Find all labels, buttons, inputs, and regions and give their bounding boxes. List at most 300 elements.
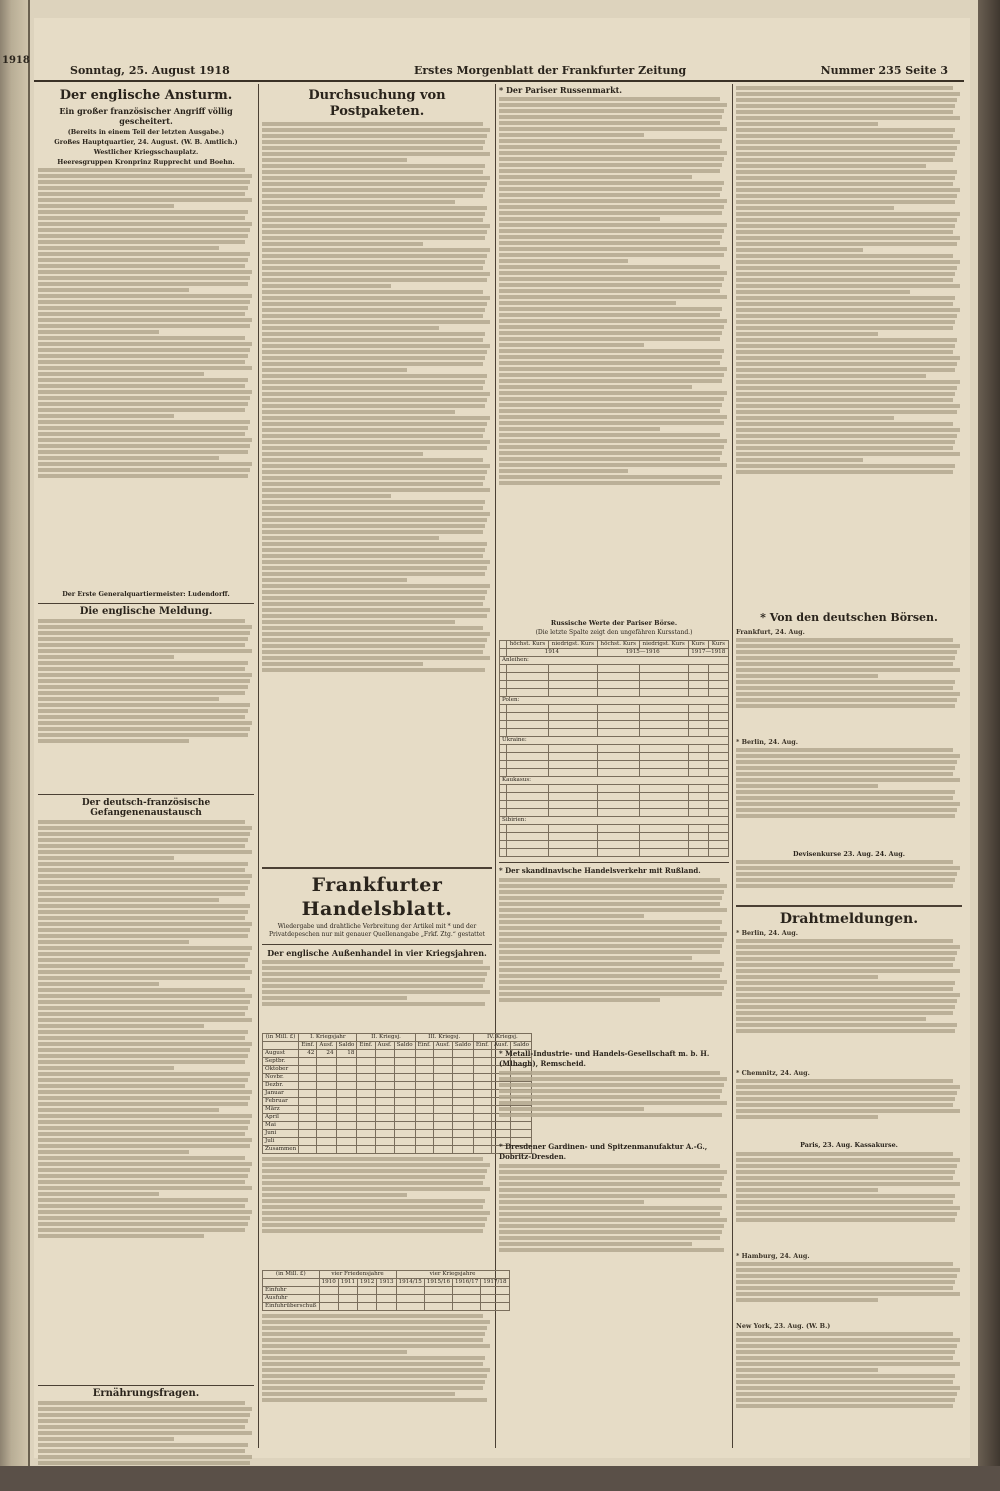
col-header: niedrigst. Kurs: [548, 641, 597, 649]
table-cell: [336, 1066, 357, 1074]
header-masthead: Erstes Morgenblatt der Frankfurter Zeitung: [414, 64, 687, 77]
table-cell: [500, 729, 507, 737]
table-cell: [708, 689, 728, 697]
table-cell: [500, 673, 507, 681]
table-cell: [473, 1074, 491, 1082]
table-cell: [452, 1146, 473, 1154]
section-label: Kaukasus:: [500, 777, 729, 785]
table-cell: [394, 1122, 415, 1130]
year-header: 1914: [507, 649, 598, 657]
table-row: [500, 809, 729, 817]
table-cell: [452, 1098, 473, 1106]
table-cell: [452, 1090, 473, 1098]
table-cell: [415, 1138, 433, 1146]
article-body: [38, 1401, 254, 1491]
table-row: [263, 1098, 532, 1106]
table-cell: [597, 785, 639, 793]
table-cell: [357, 1138, 375, 1146]
table-section-row: [500, 697, 729, 705]
table-cell: [415, 1130, 433, 1138]
dateline-chemnitz: * Chemnitz, 24. Aug.: [736, 1069, 810, 1078]
table-cell: [688, 673, 708, 681]
paris-quotes-title: Paris, 23. Aug. Kassakurse.: [800, 1141, 898, 1150]
table-cell: [548, 729, 597, 737]
table-cell: [319, 1303, 338, 1311]
table-cell: [415, 1122, 433, 1130]
table-cell: [299, 1138, 317, 1146]
table-cell: [597, 801, 639, 809]
table-cell: [688, 689, 708, 697]
section-label: Polen:: [500, 697, 729, 705]
table-row: [500, 841, 729, 849]
table-cell: [548, 673, 597, 681]
table-cell: [708, 785, 728, 793]
table-cell: [299, 1082, 317, 1090]
table-cell: [336, 1138, 357, 1146]
table-cell: [500, 841, 507, 849]
table-cell: 42: [299, 1050, 317, 1058]
table-cell: [597, 753, 639, 761]
article-body: [736, 939, 962, 1069]
table-cell: [452, 1050, 473, 1058]
table-cell: [639, 761, 688, 769]
table-cell: [597, 841, 639, 849]
article-body: [38, 168, 254, 588]
table-cell: [548, 681, 597, 689]
table-row: [500, 705, 729, 713]
table-cell: [708, 713, 728, 721]
table-cell: [317, 1114, 336, 1122]
sub-header: Saldo: [511, 1042, 532, 1050]
col-group: vier Kriegsjahre: [396, 1271, 509, 1279]
table-cell: [500, 769, 507, 777]
article-body: [499, 1164, 729, 1284]
sub-header: Einf.: [415, 1042, 433, 1050]
header-date: Sonntag, 25. August 1918: [70, 64, 230, 77]
table-cell: [394, 1082, 415, 1090]
table-cell: [639, 705, 688, 713]
headline-dresdener-gardinen: * Dresdener Gardinen- und Spitzenmanufaktur A.-G., Dobritz-Dresden.: [499, 1142, 708, 1162]
table-cell: [548, 761, 597, 769]
table-cell: [548, 833, 597, 841]
table-cell: [500, 721, 507, 729]
table-cell: [317, 1058, 336, 1066]
table-cell: [394, 1130, 415, 1138]
table-cell: [433, 1082, 452, 1090]
table-cell: [357, 1074, 375, 1082]
table-row: [500, 761, 729, 769]
year-header: 1917—1918: [688, 649, 728, 657]
table-cell: [597, 793, 639, 801]
table-cell: [507, 665, 549, 673]
table-cell: [394, 1138, 415, 1146]
table-cell: [394, 1090, 415, 1098]
article-body: [499, 97, 729, 617]
table-cell: [688, 745, 708, 753]
col-group: vier Friedensjahre: [319, 1271, 396, 1279]
table-corner: (in Mill. £): [263, 1271, 320, 1279]
row-label: Juli: [263, 1138, 299, 1146]
table-cell: [708, 841, 728, 849]
table-cell: [688, 769, 708, 777]
table-cell: [548, 689, 597, 697]
headline-german-exchanges: * Von den deutschen Börsen.: [760, 611, 938, 624]
table-cell: [500, 785, 507, 793]
table-cell: [548, 793, 597, 801]
table-cell: [433, 1090, 452, 1098]
table-cell: [415, 1106, 433, 1114]
table-cell: [338, 1303, 357, 1311]
year-header: 1913: [377, 1279, 396, 1287]
sub-header: Einf.: [473, 1042, 491, 1050]
headline-prisoner-exchange: Der deutsch-französische Gefangenenaustausch: [81, 798, 211, 819]
table-cell: [708, 745, 728, 753]
table-cell: [473, 1090, 491, 1098]
table-cell: [424, 1295, 452, 1303]
table-cell: [639, 825, 688, 833]
edge-page-number: 1918: [2, 55, 30, 66]
table-cell: [375, 1130, 394, 1138]
table-cell: [507, 745, 549, 753]
col-header: IV. Kriegsj.: [473, 1034, 531, 1042]
table-row: [500, 769, 729, 777]
headline-paris-russian-market: * Der Pariser Russenmarkt.: [499, 85, 623, 95]
table-cell: [597, 833, 639, 841]
dateline-berlin: * Berlin, 24. Aug.: [736, 738, 798, 747]
table-cell: [336, 1098, 357, 1106]
table-cell: [507, 849, 549, 857]
sub-header: Ausf.: [317, 1042, 336, 1050]
table-cell: [299, 1098, 317, 1106]
table-cell: [507, 721, 549, 729]
table-cell: [500, 689, 507, 697]
table-cell: [597, 713, 639, 721]
table-cell: [688, 761, 708, 769]
table-cell: [548, 801, 597, 809]
row-label: Dezbr.: [263, 1082, 299, 1090]
table-cell: [394, 1058, 415, 1066]
article-body: [262, 960, 492, 1030]
row-label: Zusammen: [263, 1146, 299, 1154]
table-cell: [375, 1106, 394, 1114]
table-cell: [688, 825, 708, 833]
table-cell: [452, 1106, 473, 1114]
table-row: [500, 689, 729, 697]
table-cell: [473, 1130, 491, 1138]
table-cell: [433, 1130, 452, 1138]
year-header: 1915/16: [424, 1279, 452, 1287]
table-row: [263, 1090, 532, 1098]
headline-postal-search: Durchsuchung von Postpaketen.: [308, 88, 446, 119]
col-header: Kurs: [708, 641, 728, 649]
table-cell: [507, 705, 549, 713]
dateline-frankfurt: Frankfurt, 24. Aug.: [736, 628, 805, 636]
table-cell: [299, 1058, 317, 1066]
table-cell: [708, 793, 728, 801]
table-cell: [358, 1303, 377, 1311]
table-cell: [473, 1082, 491, 1090]
table-cell: [708, 721, 728, 729]
table-cell: [452, 1114, 473, 1122]
table-cell: [639, 809, 688, 817]
year-header: 1911: [338, 1279, 357, 1287]
table-cell: [357, 1106, 375, 1114]
table-cell: [639, 833, 688, 841]
table-title: Russische Werte der Pariser Börse.: [550, 619, 678, 627]
table-cell: [317, 1122, 336, 1130]
table-cell: [708, 761, 728, 769]
table-cell: [317, 1066, 336, 1074]
table-cell: [375, 1090, 394, 1098]
table-cell: [708, 809, 728, 817]
table-cell: [548, 841, 597, 849]
table-cell: [357, 1090, 375, 1098]
table-cell: [357, 1050, 375, 1058]
table-cell: [473, 1066, 491, 1074]
table-cell: [473, 1050, 491, 1058]
table-row: [263, 1050, 532, 1058]
table-cell: [473, 1098, 491, 1106]
table-cell: [507, 673, 549, 681]
table-cell: [375, 1138, 394, 1146]
col-header: höchst. Kurs: [597, 641, 639, 649]
table-cell: [394, 1114, 415, 1122]
table-cell: [452, 1058, 473, 1066]
table-section-row: [500, 657, 729, 665]
row-label: Juni: [263, 1130, 299, 1138]
table-cell: [639, 673, 688, 681]
column-rule: [495, 84, 496, 1448]
table-cell: [357, 1122, 375, 1130]
table-cell: [336, 1114, 357, 1122]
table-cell: [708, 681, 728, 689]
col-header: I. Kriegsjahr: [299, 1034, 357, 1042]
table-cell: [375, 1058, 394, 1066]
table-cell: [433, 1074, 452, 1082]
table-cell: [299, 1146, 317, 1154]
table-cell: [433, 1122, 452, 1130]
table-corner: (in Mill. £): [263, 1034, 299, 1042]
table-cell: [299, 1114, 317, 1122]
table-cell: [453, 1295, 481, 1303]
table-cell: [394, 1066, 415, 1074]
trade-table-yearly: [262, 1270, 510, 1311]
table-cell: [336, 1058, 357, 1066]
table-cell: [415, 1114, 433, 1122]
table-cell: [375, 1074, 394, 1082]
table-cell: [452, 1138, 473, 1146]
table-cell: [639, 849, 688, 857]
row-label: Einfuhrüberschuß: [263, 1303, 320, 1311]
table-cell: [336, 1082, 357, 1090]
table-cell: [708, 665, 728, 673]
table-cell: [433, 1050, 452, 1058]
table-cell: [473, 1106, 491, 1114]
table-cell: [433, 1066, 452, 1074]
table-cell: [500, 761, 507, 769]
table-cell: [507, 769, 549, 777]
table-cell: [452, 1130, 473, 1138]
table-cell: 18: [336, 1050, 357, 1058]
dateline-newyork: New York, 23. Aug. (W. B.): [736, 1321, 831, 1330]
headline-scandinavian-trade: * Der skandinavische Handelsverkehr mit Rußland.: [499, 866, 701, 876]
table-row: [500, 745, 729, 753]
header-page-number: Nummer 235 Seite 3: [820, 64, 948, 77]
table-cell: [500, 745, 507, 753]
row-label: Januar: [263, 1090, 299, 1098]
table-cell: [688, 833, 708, 841]
table-cell: [500, 705, 507, 713]
article-body: [262, 1157, 492, 1267]
table-cell: [336, 1074, 357, 1082]
dateline-berlin-wire: * Berlin, 24. Aug.: [736, 929, 798, 938]
row-label: Einfuhr: [263, 1287, 320, 1295]
table-cell: [375, 1050, 394, 1058]
table-cell: [377, 1295, 396, 1303]
table-cell: [507, 793, 549, 801]
table-row: [500, 849, 729, 857]
table-cell: [688, 713, 708, 721]
table-row: [263, 1122, 532, 1130]
table-cell: [424, 1303, 452, 1311]
table-cell: [507, 833, 549, 841]
table-row: [263, 1138, 532, 1146]
table-cell: [317, 1098, 336, 1106]
table-cell: [708, 729, 728, 737]
table-row: [500, 753, 729, 761]
table-row: [500, 681, 729, 689]
table-cell: [336, 1130, 357, 1138]
section-masthead-note: Wiedergabe und drahtliche Verbreitung der Artikel mit * und der Privatdepeschen nur mit genauer Quellenangabe „Frkf. Ztg.“ gestattet: [269, 923, 485, 939]
section-label: Anleihen:: [500, 657, 729, 665]
table-cell: [548, 713, 597, 721]
row-label: Novbr.: [263, 1074, 299, 1082]
table-cell: [473, 1146, 491, 1154]
table-cell: [473, 1122, 491, 1130]
article-body: [736, 638, 962, 738]
table-cell: [415, 1074, 433, 1082]
table-cell: [688, 793, 708, 801]
table-cell: [597, 721, 639, 729]
table-row: [263, 1295, 510, 1303]
table-row: [263, 1146, 532, 1154]
table-section-row: [500, 737, 729, 745]
column-4: [736, 84, 962, 1448]
article-body: [38, 820, 254, 1380]
table-cell: [507, 801, 549, 809]
article-body: [736, 748, 962, 848]
table-cell: [548, 753, 597, 761]
table-cell: [597, 745, 639, 753]
article-body: [736, 1079, 962, 1139]
table-cell: [688, 705, 708, 713]
table-subtitle: (Die letzte Spalte zeigt den ungefähren Kursstand.): [535, 629, 693, 637]
table-cell: [317, 1106, 336, 1114]
table-cell: [317, 1146, 336, 1154]
table-row: [263, 1074, 532, 1082]
table-row: [263, 1066, 532, 1074]
sub-header: Ausf.: [491, 1042, 510, 1050]
table-cell: [357, 1114, 375, 1122]
table-cell: [453, 1303, 481, 1311]
table-row: [500, 801, 729, 809]
table-cell: [597, 769, 639, 777]
table-cell: [394, 1074, 415, 1082]
table-cell: [639, 745, 688, 753]
table-cell: [500, 793, 507, 801]
dateline: Großes Hauptquartier, 24. August. (W. B. Amtlich.): [54, 138, 238, 147]
table-cell: [500, 681, 507, 689]
currency-table-title: Devisenkurse 23. Aug. 24. Aug.: [793, 850, 905, 859]
table-cell: [375, 1098, 394, 1106]
table-cell: [319, 1295, 338, 1303]
table-cell: [597, 825, 639, 833]
table-cell: [317, 1090, 336, 1098]
table-cell: [688, 665, 708, 673]
table-cell: [394, 1050, 415, 1058]
row-label: März: [263, 1106, 299, 1114]
sub-header: Ausf.: [433, 1042, 452, 1050]
table-cell: [507, 729, 549, 737]
table-cell: [548, 809, 597, 817]
row-label: Septbr.: [263, 1058, 299, 1066]
table-cell: [396, 1287, 424, 1295]
signoff: Der Erste Generalquartiermeister: Ludendorff.: [62, 590, 230, 599]
table-cell: [639, 689, 688, 697]
table-cell: [424, 1287, 452, 1295]
table-cell: [688, 753, 708, 761]
binding-shadow: [978, 0, 1000, 1466]
table-row: [500, 729, 729, 737]
table-cell: [639, 793, 688, 801]
table-row: [500, 793, 729, 801]
page-header: [34, 62, 964, 82]
article-body: [736, 1332, 962, 1442]
table-cell: [415, 1098, 433, 1106]
table-cell: [433, 1106, 452, 1114]
table-cell: [473, 1058, 491, 1066]
article-body: [38, 619, 254, 789]
table-cell: [688, 801, 708, 809]
headline-metall-industrie: * Metall-Industrie- und Handels-Gesellschaft m. b. H. (Mlhagh), Remscheid.: [499, 1049, 710, 1069]
table-cell: [500, 801, 507, 809]
table-cell: [357, 1130, 375, 1138]
table-cell: [415, 1090, 433, 1098]
table-cell: [548, 745, 597, 753]
table-cell: [688, 849, 708, 857]
table-cell: [548, 705, 597, 713]
table-cell: [396, 1303, 424, 1311]
table-cell: [548, 665, 597, 673]
table-cell: [708, 705, 728, 713]
table-row: [500, 721, 729, 729]
paris-quotes-table: [736, 1152, 962, 1252]
article-body: [262, 122, 492, 862]
table-cell: [415, 1082, 433, 1090]
table-cell: [357, 1058, 375, 1066]
table-cell: [317, 1082, 336, 1090]
row-label: April: [263, 1114, 299, 1122]
table-cell: [708, 801, 728, 809]
table-cell: [396, 1295, 424, 1303]
table-cell: [500, 665, 507, 673]
table-cell: [452, 1122, 473, 1130]
row-label: August: [263, 1050, 299, 1058]
col-header: III. Kriegsj.: [415, 1034, 473, 1042]
article-body: [499, 1071, 729, 1141]
table-cell: [500, 809, 507, 817]
table-cell: [639, 729, 688, 737]
